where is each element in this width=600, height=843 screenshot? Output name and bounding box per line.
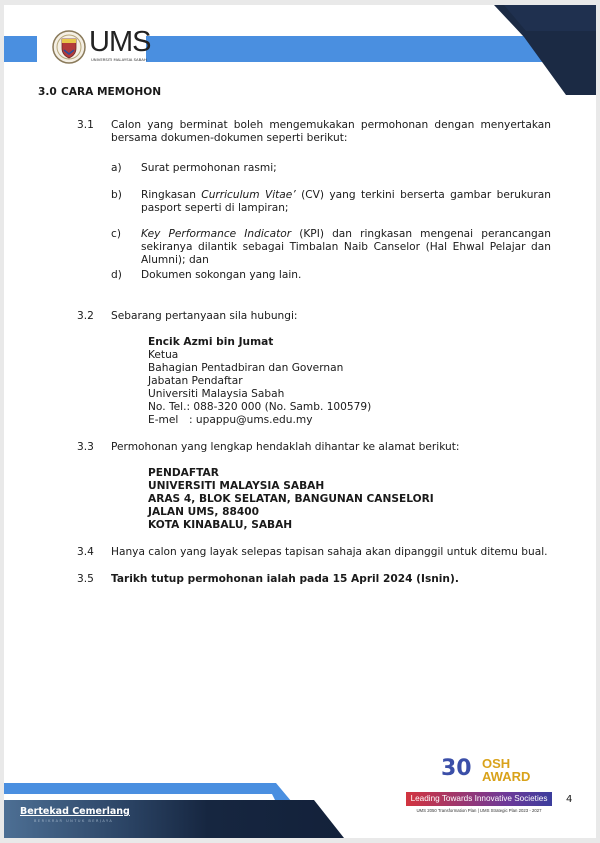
item-number-3-2: 3.2: [77, 310, 94, 322]
ums-crest-icon: [51, 27, 87, 67]
section-number: 3.0: [38, 86, 57, 98]
contact-line: Ketua: [148, 349, 179, 361]
item-text-3-2: Sebarang pertanyaan sila hubungi:: [111, 310, 298, 322]
address-line: JALAN UMS, 88400: [148, 506, 259, 518]
address-line: ARAS 4, BLOK SELATAN, BANGUNAN CANSELORI: [148, 493, 434, 505]
subitem-c-italic: Key Performance Indicator: [141, 228, 292, 240]
address-line: UNIVERSITI MALAYSIA SABAH: [148, 480, 325, 492]
header-corner-triangle: [494, 5, 596, 95]
subitem-b-post: (CV) yang terkini berserta gambar berukuran pasport seperti di lampiran;: [141, 189, 551, 214]
osh-award-logo: OSH AWARD: [482, 756, 531, 784]
contact-phone: No. Tel.: 088-320 000 (No. Samb. 100579): [148, 401, 372, 413]
subitem-label-a: a): [111, 162, 122, 174]
address-line: KOTA KINABALU, SABAH: [148, 519, 293, 531]
subitem-label-d: d): [111, 269, 122, 281]
item-number-3-1: 3.1: [77, 119, 94, 131]
contact-line: Bahagian Pentadbiran dan Governan: [148, 362, 344, 374]
subitem-text-c: [141, 228, 551, 267]
section-title: CARA MEMOHON: [61, 86, 162, 98]
subitem-b-italic: Curriculum Vitae’: [201, 189, 296, 201]
subitem-c-post: (KPI) dan ringkasan mengenai perancangan sekiranya dilantik sebagai Timbalan Naib Canselor (Hal Ehwal Pelajar dan Alumni); dan: [141, 228, 551, 266]
ums-logo-subtext: UNIVERSITI MALAYSIA SABAH: [91, 57, 147, 62]
item-text-3-4: Hanya calon yang layak selepas tapisan sahaja akan dipanggil untuk ditemu bual.: [111, 546, 548, 558]
subitem-text-b: [141, 189, 551, 215]
document-page: [4, 5, 596, 838]
item-number-3-3: 3.3: [77, 441, 94, 453]
contact-email[interactable]: : upappu@ums.edu.my: [189, 414, 313, 426]
item-text-3-5: Tarikh tutup permohonan ialah pada 15 April 2024 (Isnin).: [111, 573, 459, 585]
item-number-3-5: 3.5: [77, 573, 94, 585]
address-line: PENDAFTAR: [148, 467, 219, 479]
footer-motto-sub: BERIKRAR UNTUK BERJAYA: [34, 819, 114, 823]
item-text-3-3: Permohonan yang lengkap hendaklah dihantar ke alamat berikut:: [111, 441, 460, 453]
subitem-text-d: Dokumen sokongan yang lain.: [141, 269, 302, 281]
subitem-text-a: Surat permohonan rasmi;: [141, 162, 277, 174]
address-block: [148, 467, 434, 532]
contact-block: [148, 336, 371, 427]
item-text-3-1: Calon yang berminat boleh mengemukakan permohonan dengan menyertakan bersama dokumen-dokumen seperti berikut:: [111, 119, 551, 144]
ums-logo-text: UMS: [89, 26, 151, 58]
anniversary-30-logo: 30: [441, 756, 472, 781]
contact-email-row: [148, 414, 371, 427]
subitem-b-pre: Ringkasan: [141, 189, 202, 201]
footer-plan: UMS 2050 Transformation Plan | UMS Strategic Plan 2023 - 2027: [416, 808, 542, 813]
subitem-label-c: c): [111, 228, 121, 240]
contact-line: Jabatan Pendaftar: [148, 375, 243, 387]
contact-name: Encik Azmi bin Jumat: [148, 336, 274, 348]
subitem-label-b: b): [111, 189, 122, 201]
contact-line: Universiti Malaysia Sabah: [148, 388, 285, 400]
item-number-3-4: 3.4: [77, 546, 94, 558]
footer-motto: Bertekad Cemerlang: [20, 806, 130, 817]
contact-email-label: E-mel: [148, 414, 179, 426]
footer-tagline: Leading Towards Innovative Societies: [406, 792, 552, 806]
header-band-left: [4, 36, 37, 62]
page-number: 4: [566, 794, 573, 805]
